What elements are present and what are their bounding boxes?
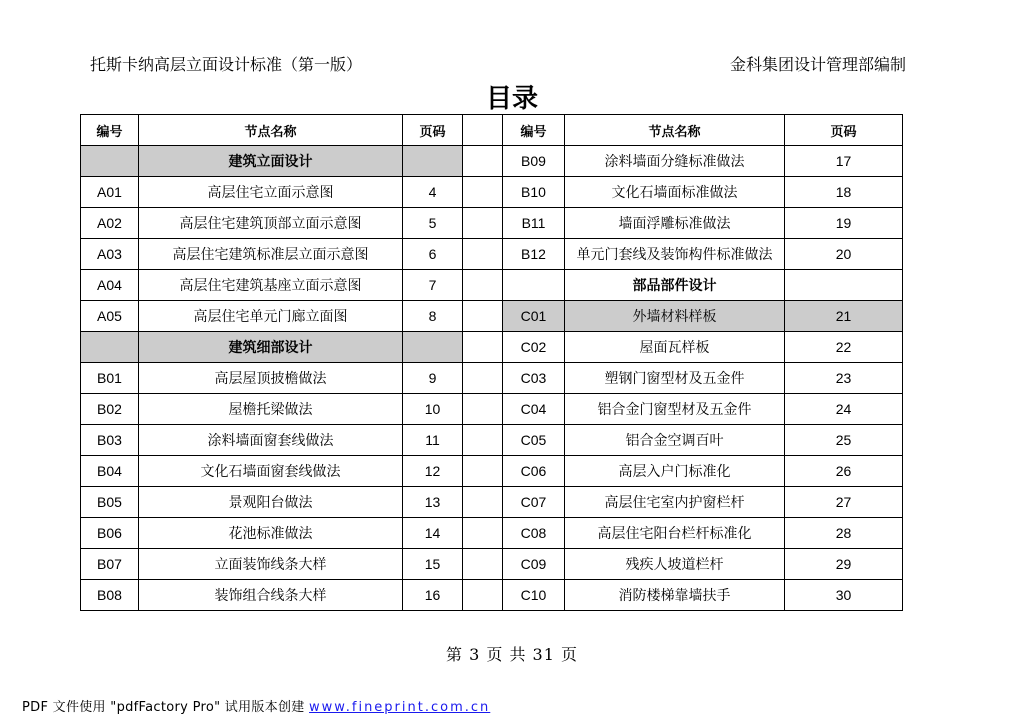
entry-page: 13 (403, 487, 463, 518)
entry-page: 24 (785, 394, 903, 425)
toc-table (80, 114, 903, 611)
page-title: 目录 (485, 84, 538, 114)
column-gap (463, 332, 503, 363)
entry-name: 高层住宅建筑基座立面示意图 (139, 270, 403, 301)
column-gap (463, 115, 503, 146)
pdf-creator-note (22, 696, 490, 715)
header-right-org: 金科集团设计管理部编制 (729, 55, 906, 74)
entry-page: 16 (403, 580, 463, 611)
entry-code: B09 (503, 146, 565, 177)
col-header-code-right: 编号 (503, 115, 565, 146)
entry-code: B06 (81, 518, 139, 549)
column-gap (463, 177, 503, 208)
entry-page: 22 (785, 332, 903, 363)
column-gap (463, 549, 503, 580)
entry-name: 高层屋顶披檐做法 (139, 363, 403, 394)
column-gap (463, 363, 503, 394)
entry-name: 立面装饰线条大样 (139, 549, 403, 580)
entry-code: B02 (81, 394, 139, 425)
entry-code: C08 (503, 518, 565, 549)
entry-name: 高层住宅立面示意图 (139, 177, 403, 208)
table-row (81, 518, 903, 549)
entry-code: C04 (503, 394, 565, 425)
entry-page: 11 (403, 425, 463, 456)
section-page-cell (403, 146, 463, 177)
table-row (81, 456, 903, 487)
column-gap (463, 301, 503, 332)
entry-page: 20 (785, 239, 903, 270)
entry-name: 花池标准做法 (139, 518, 403, 549)
entry-page: 9 (403, 363, 463, 394)
entry-page: 25 (785, 425, 903, 456)
entry-page: 30 (785, 580, 903, 611)
column-gap (463, 146, 503, 177)
entry-name: 墙面浮雕标准做法 (565, 208, 785, 239)
entry-code: B03 (81, 425, 139, 456)
entry-page: 12 (403, 456, 463, 487)
table-row (81, 301, 903, 332)
col-header-code-left: 编号 (81, 115, 139, 146)
entry-name: 外墙材料样板 (565, 301, 785, 332)
fineprint-link[interactable]: www.fineprint.com.cn (309, 700, 491, 715)
entry-page: 29 (785, 549, 903, 580)
col-header-page-right: 页码 (785, 115, 903, 146)
section-code-cell (81, 146, 139, 177)
entry-code: C09 (503, 549, 565, 580)
entry-name: 高层住宅室内护窗栏杆 (565, 487, 785, 518)
table-row (81, 177, 903, 208)
entry-name: 文化石墙面窗套线做法 (139, 456, 403, 487)
entry-page: 10 (403, 394, 463, 425)
column-gap (463, 487, 503, 518)
entry-code: A02 (81, 208, 139, 239)
entry-page: 15 (403, 549, 463, 580)
section-title: 部品部件设计 (565, 270, 785, 301)
table-row (81, 332, 903, 363)
entry-code: C07 (503, 487, 565, 518)
header-left-title: 托斯卡纳高层立面设计标准（第一版） (90, 55, 363, 74)
entry-name: 高层住宅建筑标准层立面示意图 (139, 239, 403, 270)
col-header-page-left: 页码 (403, 115, 463, 146)
column-gap (463, 456, 503, 487)
entry-name: 文化石墙面标准做法 (565, 177, 785, 208)
entry-page: 8 (403, 301, 463, 332)
toc-header-row (81, 115, 903, 146)
entry-page: 14 (403, 518, 463, 549)
entry-name: 残疾人坡道栏杆 (565, 549, 785, 580)
entry-code: A04 (81, 270, 139, 301)
section-page-cell (785, 270, 903, 301)
table-row (81, 239, 903, 270)
table-row (81, 394, 903, 425)
table-row (81, 580, 903, 611)
entry-page: 17 (785, 146, 903, 177)
entry-code: C06 (503, 456, 565, 487)
entry-page: 6 (403, 239, 463, 270)
entry-name: 铝合金空调百叶 (565, 425, 785, 456)
entry-name: 屋面瓦样板 (565, 332, 785, 363)
section-code-cell (503, 270, 565, 301)
entry-name: 屋檐托梁做法 (139, 394, 403, 425)
entry-page: 4 (403, 177, 463, 208)
entry-name: 涂料墙面分缝标准做法 (565, 146, 785, 177)
entry-name: 景观阳台做法 (139, 487, 403, 518)
table-row (81, 549, 903, 580)
column-gap (463, 208, 503, 239)
col-header-name-left: 节点名称 (139, 115, 403, 146)
entry-page: 5 (403, 208, 463, 239)
entry-page: 28 (785, 518, 903, 549)
entry-page: 27 (785, 487, 903, 518)
page-number: 第 3 页 共 31 页 (446, 645, 578, 664)
entry-code: B08 (81, 580, 139, 611)
entry-page: 18 (785, 177, 903, 208)
table-row (81, 208, 903, 239)
entry-code: A01 (81, 177, 139, 208)
table-row (81, 425, 903, 456)
entry-code: B10 (503, 177, 565, 208)
entry-code: C10 (503, 580, 565, 611)
entry-code: C02 (503, 332, 565, 363)
entry-code: B04 (81, 456, 139, 487)
pdf-note-text: PDF 文件使用 "pdfFactory Pro" 试用版本创建 (22, 700, 310, 715)
section-code-cell (81, 332, 139, 363)
column-gap (463, 394, 503, 425)
entry-name: 高层住宅建筑顶部立面示意图 (139, 208, 403, 239)
entry-page: 23 (785, 363, 903, 394)
entry-page: 21 (785, 301, 903, 332)
entry-name: 高层住宅阳台栏杆标准化 (565, 518, 785, 549)
table-row (81, 146, 903, 177)
entry-name: 涂料墙面窗套线做法 (139, 425, 403, 456)
entry-name: 铝合金门窗型材及五金件 (565, 394, 785, 425)
entry-code: B07 (81, 549, 139, 580)
section-title: 建筑细部设计 (139, 332, 403, 363)
entry-page: 26 (785, 456, 903, 487)
entry-code: C01 (503, 301, 565, 332)
entry-code: A03 (81, 239, 139, 270)
entry-code: A05 (81, 301, 139, 332)
column-gap (463, 425, 503, 456)
table-row (81, 270, 903, 301)
entry-page: 7 (403, 270, 463, 301)
entry-name: 高层入户门标准化 (565, 456, 785, 487)
column-gap (463, 270, 503, 301)
entry-name: 单元门套线及装饰构件标准做法 (565, 239, 785, 270)
column-gap (463, 518, 503, 549)
table-row (81, 363, 903, 394)
table-row (81, 487, 903, 518)
section-title: 建筑立面设计 (139, 146, 403, 177)
column-gap (463, 239, 503, 270)
entry-code: B12 (503, 239, 565, 270)
entry-code: B11 (503, 208, 565, 239)
entry-code: B01 (81, 363, 139, 394)
column-gap (463, 580, 503, 611)
entry-name: 塑钢门窗型材及五金件 (565, 363, 785, 394)
entry-code: C05 (503, 425, 565, 456)
entry-code: C03 (503, 363, 565, 394)
section-page-cell (403, 332, 463, 363)
entry-name: 高层住宅单元门廊立面图 (139, 301, 403, 332)
entry-name: 装饰组合线条大样 (139, 580, 403, 611)
entry-code: B05 (81, 487, 139, 518)
col-header-name-right: 节点名称 (565, 115, 785, 146)
entry-name: 消防楼梯靠墙扶手 (565, 580, 785, 611)
entry-page: 19 (785, 208, 903, 239)
